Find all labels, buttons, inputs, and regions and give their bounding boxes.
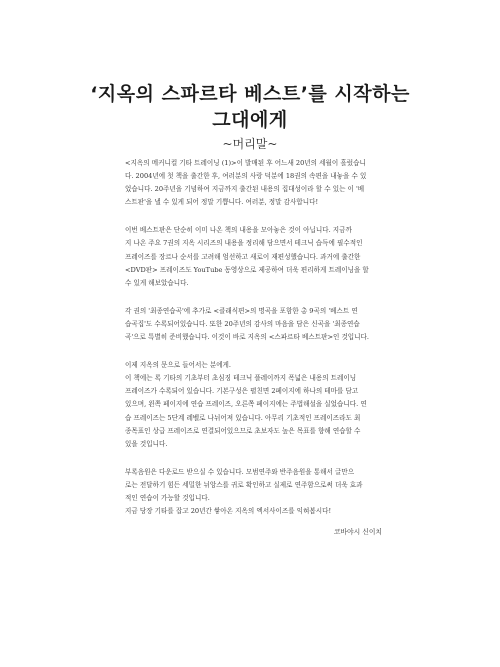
paragraph-1 [119, 157, 385, 209]
text-line: 습곡집'도 수록되어있습니다. 또한 20주년의 감사의 마음을 담은 신곡을 '최종연습 [125, 319, 360, 328]
text-line: 각 권의 '최종연습곡'에 추가로 <클래식편>의 명곡을 포함한 총 9곡의 '베스트 연 [125, 306, 358, 315]
preface-body [119, 157, 385, 518]
text-line: 이 책에는 록 기타의 기초부터 초심징 테크닉 플레이까지 폭넓은 내용의 트레이닝 [125, 374, 357, 383]
text-line: 있으며, 왼쪽 페이지에 연습 프레이즈, 오른쪽 페이지에는 주법해설을 실었습니다. 연 [125, 400, 367, 409]
text-line: 지금 당장 기타를 잡고 20년간 쌓아온 지옥의 엑서사이즈를 익혀봅시다! [125, 507, 332, 516]
text-line: 수 있게 해보았습니다. [125, 278, 189, 287]
text-line: 종목표인 상급 프레이즈로 연결되어있으므로 초보자도 높은 목표를 향해 연습할 수 [125, 426, 361, 435]
text-line: 습 프레이즈는 5단계 레벨로 나뉘어져 있습니다. 아무리 기초적인 프레이즈라도 최 [125, 413, 361, 422]
text-line: 로는 전달하기 힘든 세밀한 뉘앙스를 귀로 확인하고 실제로 연주함으로써 더욱 효과 [125, 480, 363, 489]
paragraph-3 [119, 305, 385, 344]
text-line: 이제 지옥의 문으로 들어서는 분에게. [125, 361, 232, 370]
text-line: <지옥의 메커니컬 기타 트레이닝 (1)>이 발매된 후 어느새 20년의 세월이 흘렀습니 [125, 159, 366, 167]
paragraph-5 [119, 466, 385, 518]
text-line: 스트판'을 낼 수 있게 되어 정말 기쁩니다. 여러분, 정말 감사합니다! [125, 198, 319, 207]
text-line: 다. 2004년에 첫 책을 출간한 후, 여러분의 사랑 덕분에 18권의 속편을 내놓을 수 있 [125, 172, 367, 181]
page-title-line-2: 그대에게 [212, 109, 288, 131]
text-line: 었습니다. 20주년을 기념하여 지금까지 출간된 내용의 집대성이라 할 수 있는 이 '베 [125, 185, 365, 194]
text-line: 지 나온 주요 7권의 지옥 시리즈의 내용을 정리해 담으면서 테크닉 습득에 필수적인 [125, 239, 363, 248]
paragraph-4 [119, 359, 385, 451]
page-title-line-1: ‘지옥의 스파르타 베스트’를 시작하는 [90, 83, 410, 105]
text-line: 있을 것입니다. [125, 439, 168, 448]
text-line: 부록음원은 다운로드 받으실 수 있습니다. 모범연주와 반주음원을 통해서 글만으 [125, 467, 355, 476]
author-signature: 코바야시 신이치 [333, 528, 382, 536]
text-line: 적인 연습이 가능할 것입니다. [125, 493, 210, 502]
text-line: 곡'으로 특별히 준비했습니다. 이것이 바로 지옥의 <스파르타 베스트판>인 것입니다. [125, 333, 370, 342]
page-subtitle: ~머리말~ [222, 137, 278, 151]
text-line: <DVD판> 프레이즈도 YouTube 동영상으로 제공하여 더욱 편리하게 트레이닝을 할 [125, 265, 369, 274]
text-line: 프레이즈가 수록되어 있습니다. 기본구성은 펼친면 2페이지에 하나의 테마를 담고 [125, 387, 359, 396]
title-block [0, 82, 500, 152]
text-line: 프레이즈를 장르나 순서를 고려해 엄선하고 새로이 재편성했습니다. 과거에 출간한 [125, 252, 361, 261]
text-line: 이번 베스트판은 단순히 이미 나온 책의 내용을 모아놓은 것이 아닙니다. 지금까 [125, 226, 352, 235]
paragraph-2 [119, 224, 385, 289]
